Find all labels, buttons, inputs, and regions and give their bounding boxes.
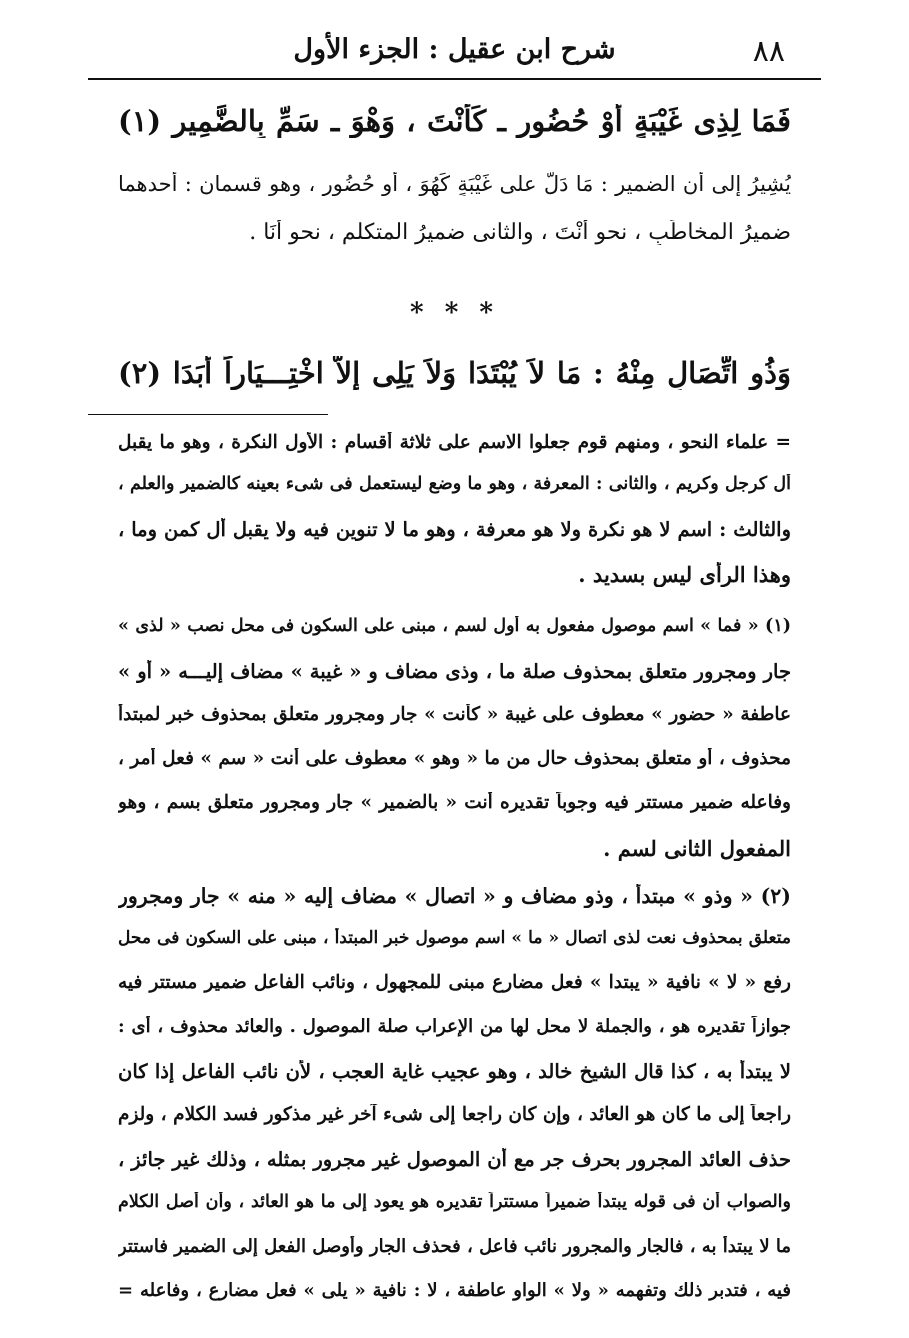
footnote-1-line: محذوف ، أو متعلق بمحذوف حال من ما « وهو » معطوف على أنت « سم » فعل أمر ،: [118, 748, 791, 769]
footnote-continuation-line: والثالث : اسم لا هو نكرة ولا هو معرفة ، وهو ما لا تنوين فيه ولا يقبل أل كمن وما ،: [118, 518, 791, 541]
footnote-2-line: راجعاً إلى ما كان هو العائد ، وإن كان راجعا إلى شىء آخر غير مذكور فسد الكلام ، ولزم: [118, 1104, 791, 1125]
footnote-continuation-line: وهذا الرأى ليس بسديد .: [578, 562, 791, 587]
footnote-1-line: المفعول الثانى لسم .: [603, 836, 791, 861]
footnote-2-line: رفع « لا » نافية « يبتدا » فعل مضارع مبنى للمجهول ، ونائب الفاعل ضمير مستتر فيه: [118, 972, 791, 993]
footnote-2-line: ما لا يبتدأ به ، فالجار والمجرور نائب فاعل ، فحذف الجار وأوصل الفعل إلى الضمير فاستتر: [118, 1236, 791, 1257]
verse-line-2: وَذُو اتِّصَالٍ مِنْهُ : مَا لاَ يُبْتَدَا وَلاَ يَلِى إلاَّ اخْتِـــيَاراً أبَدَا (٢): [118, 356, 791, 390]
main-text-line: ضميرُ المخاطَبِ ، نحو أنْتَ ، والثانى ضميرُ المتكلم ، نحو أنَا .: [249, 220, 791, 245]
footnote-2-line: حذف العائد المجرور بحرف جر مع أن الموصول غير مجرور بمثله ، وذلك غير جائز ،: [118, 1148, 791, 1171]
footnote-1-line: عاطفة « حضور » معطوف على غيبة « كأنت » جار ومجرور متعلق بمحذوف خبر لمبتدأ: [118, 704, 791, 725]
footnote-1-line: (١) « فما » اسم موصول مفعول به أول لسم ، مبنى على السكون فى محل نصب « لذى »: [118, 616, 791, 636]
running-title: شرح ابن عقيل : الجزء الأول: [293, 34, 616, 65]
main-text-line: يُشِيرُ إلى أن الضمير : مَا دَلَّ على غَيْبَةٍ كَهُوَ ، أو حُضُورٍ ، وهو قسمان : أحدهما: [118, 172, 791, 196]
footnote-1-line: جار ومجرور متعلق بمحذوف صلة ما ، وذى مضاف و « غيبة » مضاف إليـــه « أو »: [118, 660, 791, 683]
footnote-continuation-line: أل كرجل وكريم ، والثانى : المعرفة ، وهو ما وضع ليستعمل فى شىء بعينه كالضمير والعلم ،: [118, 474, 791, 494]
footnote-2-line: جوازاً تقديره هو ، والجملة لا محل لها من الإعراب صلة الموصول . والعائد محذوف ، أى :: [118, 1016, 791, 1037]
footnote-2-line: متعلق بمحذوف نعت لذى اتصال « ما » اسم موصول خبر المبتدأ ، مبنى على السكون فى محل: [118, 928, 791, 948]
footnote-continuation-line: = علماء النحو ، ومنهم قوم جعلوا الاسم على ثلاثة أقسام : الأول النكرة ، وهو ما يقبل: [118, 432, 791, 453]
section-separator: * * *: [410, 298, 499, 328]
footnote-rule: [88, 414, 328, 415]
footnote-2-line: والصواب أن فى قوله يبتدأ ضميراً مستتراً تقديره هو يعود إلى ما هو العائد ، وأن أصل الكلام: [118, 1192, 791, 1212]
header-rule: [88, 78, 821, 80]
verse-line-1: فَمَا لِذِى غَيْبَةٍ أوْ حُضُور ـ كَأنْتَ ، وَهْوَ ـ سَمِّ بِالضَّمِيرِ (١): [118, 104, 791, 138]
footnote-2-line: فيه ، فتدبر ذلك وتفهمه « ولا » الواو عاطفة ، لا : نافية « يلى » فعل مضارع ، وفاعله =: [118, 1280, 791, 1301]
footnote-2-line: لا يبتدأ به ، كذا قال الشيخ خالد ، وهو عجيب غاية العجب ، لأن نائب الفاعل إذا كان: [118, 1060, 791, 1083]
footnote-2-line: (٢) « وذو » مبتدأ ، وذو مضاف و « اتصال » مضاف إليه « منه » جار ومجرور: [118, 884, 791, 908]
page-number: ٨٨: [752, 34, 785, 69]
page-header: [88, 26, 821, 76]
footnote-1-line: وفاعله ضمير مستتر فيه وجوباً تقديره أنت « بالضمير » جار ومجرور متعلق بسم ، وهو: [118, 792, 791, 813]
